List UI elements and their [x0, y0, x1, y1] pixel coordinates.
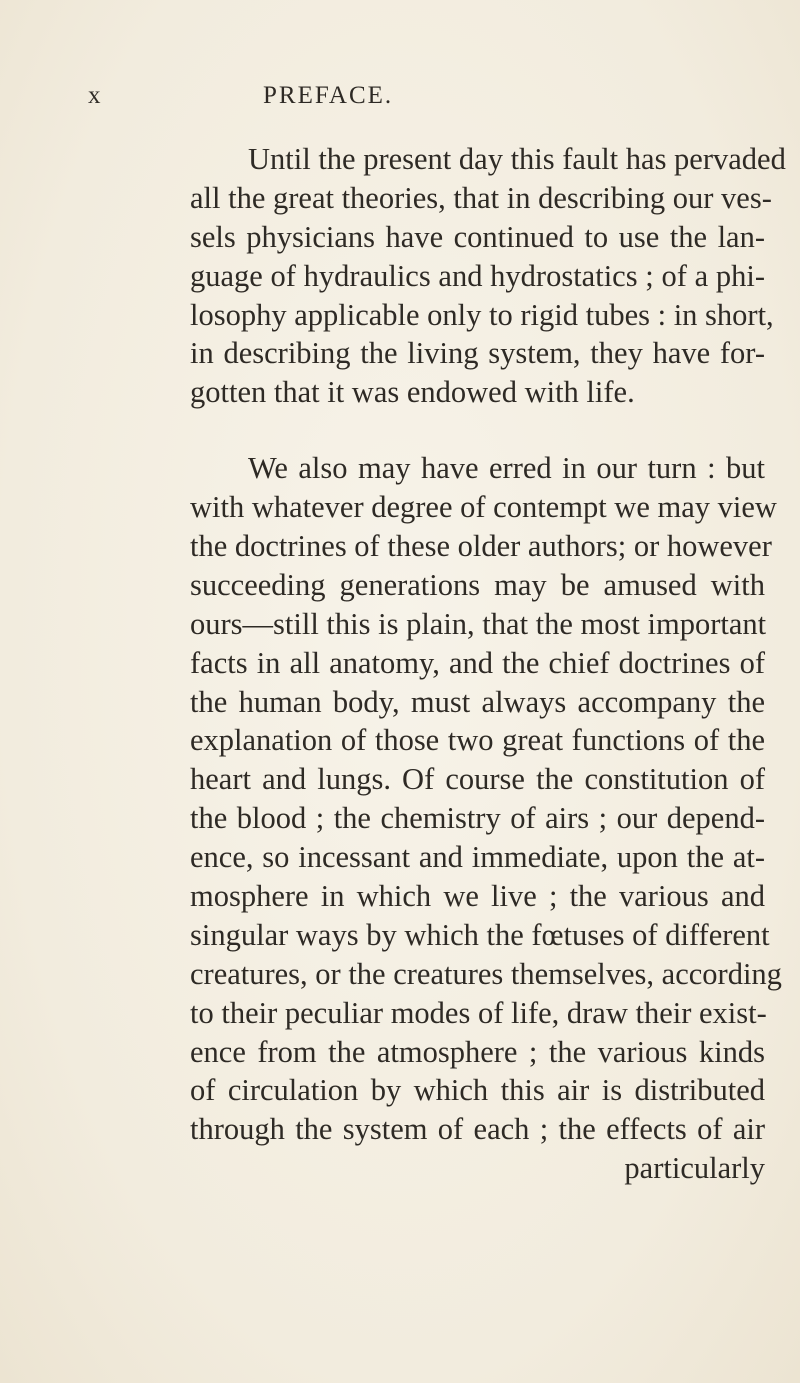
text-line: to their peculiar modes of life, draw their exist-: [190, 995, 767, 1030]
text-line: succeeding generations may be amused with: [190, 567, 765, 602]
text-line: ours—still this is plain, that the most important: [190, 606, 767, 641]
text-line: ence from the atmosphere ; the various kinds: [190, 1034, 765, 1069]
text-line: ence, so incessant and immediate, upon the at-: [190, 840, 765, 875]
paragraph-1: [190, 140, 786, 412]
text-line: guage of hydraulics and hydrostatics ; of a phi-: [190, 258, 765, 293]
text-line: in describing the living system, they have for-: [190, 336, 765, 371]
text-line: of circulation by which this air is distributed: [190, 1073, 765, 1108]
text-line: heart and lungs. Of course the constitution of: [190, 762, 765, 797]
text-line: the blood ; the chemistry of airs ; our depend-: [190, 801, 765, 836]
page-heading: PREFACE.: [263, 82, 394, 109]
catchword: particularly: [624, 1151, 765, 1186]
text-line: Until the present day this fault has pervaded: [248, 142, 786, 176]
text-line: explanation of those two great functions of the: [190, 723, 765, 758]
text-line: gotten that it was endowed with life.: [190, 375, 635, 410]
text-line: We also may have erred in our turn : but: [248, 451, 765, 486]
text-line: through the system of each ; the effects of air: [190, 1112, 765, 1147]
paragraph-gap: [190, 412, 765, 449]
text-line: all the great theories, that in describing our ves-: [190, 180, 772, 215]
text-line: mosphere in which we live ; the various and: [190, 879, 765, 914]
text-line: the doctrines of these older authors; or however: [190, 529, 772, 564]
text-line: creatures, or the creatures themselves, according: [190, 956, 782, 991]
text-line: with whatever degree of contempt we may view: [190, 490, 777, 525]
paragraph-2: [190, 449, 782, 1149]
text-line: sels physicians have continued to use the lan-: [190, 219, 765, 254]
running-head: [88, 82, 768, 122]
text-line: facts in all anatomy, and the chief doctrines of: [190, 645, 765, 680]
text-line: the human body, must always accompany the: [190, 684, 765, 719]
body-text: [190, 140, 786, 1188]
page-number: x: [88, 82, 102, 109]
text-line: losophy applicable only to rigid tubes : in short,: [190, 297, 774, 332]
text-line: singular ways by which the fœtuses of different: [190, 917, 770, 952]
